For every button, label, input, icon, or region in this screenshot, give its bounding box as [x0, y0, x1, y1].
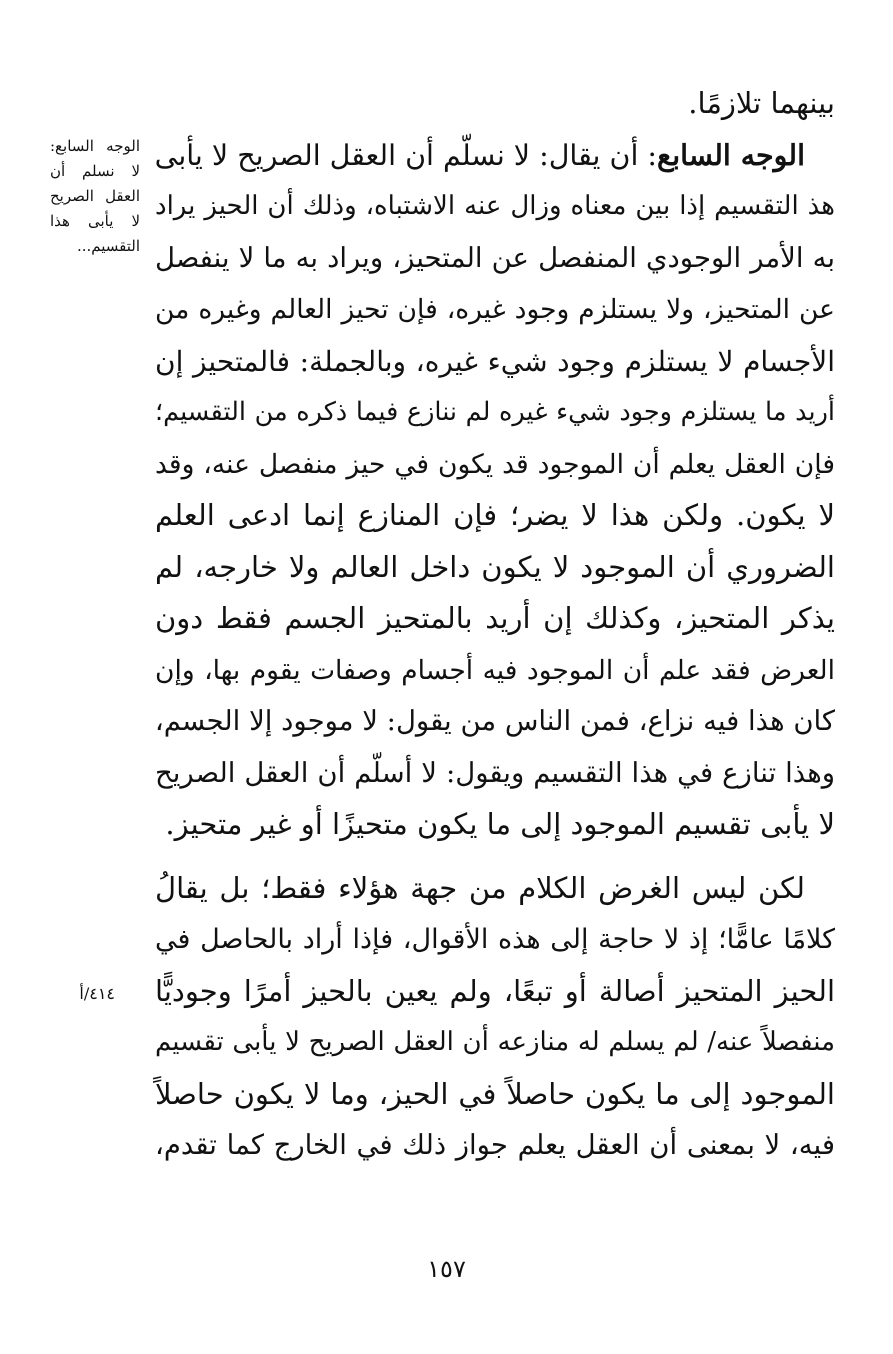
- text-line: لا يكون. ولكن هذا لا يضر؛ فإن المنازع إنما ادعى العلم: [155, 498, 835, 532]
- text-line: فإن العقل يعلم أن الموجود قد يكون في حيز منفصل عنه، وقد: [155, 448, 835, 480]
- text-line: يذكر المتحيز، وكذلك إن أريد بالمتحيز الجسم فقط دون: [155, 601, 835, 635]
- margin-note-line: الوجه السابع:: [50, 137, 140, 155]
- margin-note-line: لا يأبى هذا: [50, 212, 140, 230]
- section-heading: الوجه السابع: [657, 137, 805, 172]
- text-line: بينهما تلازمًا.: [688, 86, 835, 120]
- text-line: كلامًا عامًّا؛ إذ لا حاجة إلى هذه الأقوال، فإذا أراد بالحاصل في: [155, 924, 835, 955]
- text-line: هذ التقسيم إذا بين معناه وزال عنه الاشتباه، وذلك أن الحيز يراد: [155, 191, 835, 221]
- text-line: كان هذا فيه نزاع، فمن الناس من يقول: لا موجود إلا الجسم،: [154, 705, 835, 737]
- text-line: أريد ما يستلزم وجود شيء غيره لم ننازع فيما ذكره من التقسيم؛: [155, 397, 835, 427]
- page-number: ١٥٧: [427, 1255, 466, 1283]
- manuscript-folio-marker: ٤١٤/أ: [79, 984, 115, 1003]
- text-line: الضروري أن الموجود لا يكون داخل العالم ولا خارجه، لم: [155, 549, 835, 584]
- text-line: الحيز المتحيز أصالة أو تبعًا، ولم يعين بالحيز أمرًا وجوديًّا: [155, 973, 835, 1008]
- text-line: لكن ليس الغرض الكلام من جهة هؤلاء فقط؛ بل يقالُ: [155, 870, 805, 905]
- text-line: الموجود إلى ما يكون حاصلاً في الحيز، وما لا يكون حاصلاً: [155, 1076, 835, 1111]
- text-line-rest: : أن يقال: لا نسلّم أن العقل الصريح لا يأبى: [154, 138, 658, 172]
- text-line: وهذا تنازع في هذا التقسيم ويقول: لا أسلّم أن العقل الصريح: [155, 756, 835, 789]
- text-line-with-heading: [155, 130, 835, 182]
- margin-note-line: التقسيم...: [76, 237, 140, 255]
- margin-note-line: لا نسلم أن: [50, 162, 140, 180]
- text-line: منفصلاً عنه/ لم يسلم له منازعه أن العقل الصريح لا يأبى تقسيم: [155, 1027, 835, 1057]
- text-line: لا يأبى تقسيم الموجود إلى ما يكون متحيزًا أو غير متحيز.: [165, 807, 835, 841]
- text-line: الأجسام لا يستلزم وجود شيء غيره، وبالجملة: فالمتحيز إن: [155, 344, 835, 378]
- margin-note: [50, 134, 140, 259]
- text-line: فيه، لا بمعنى أن العقل يعلم جواز ذلك في الخارج كما تقدم،: [155, 1129, 835, 1161]
- text-line: به الأمر الوجودي المنفصل عن المتحيز، ويراد به ما لا ينفصل: [155, 241, 835, 274]
- text-line: عن المتحيز، ولا يستلزم وجود غيره، فإن تحيز العالم وغيره من: [155, 294, 835, 325]
- main-text-body: [155, 78, 835, 1172]
- text-line: العرض فقد علم أن الموجود فيه أجسام وصفات يقوم بها، وإن: [155, 654, 835, 686]
- margin-note-line: العقل الصريح: [50, 187, 140, 205]
